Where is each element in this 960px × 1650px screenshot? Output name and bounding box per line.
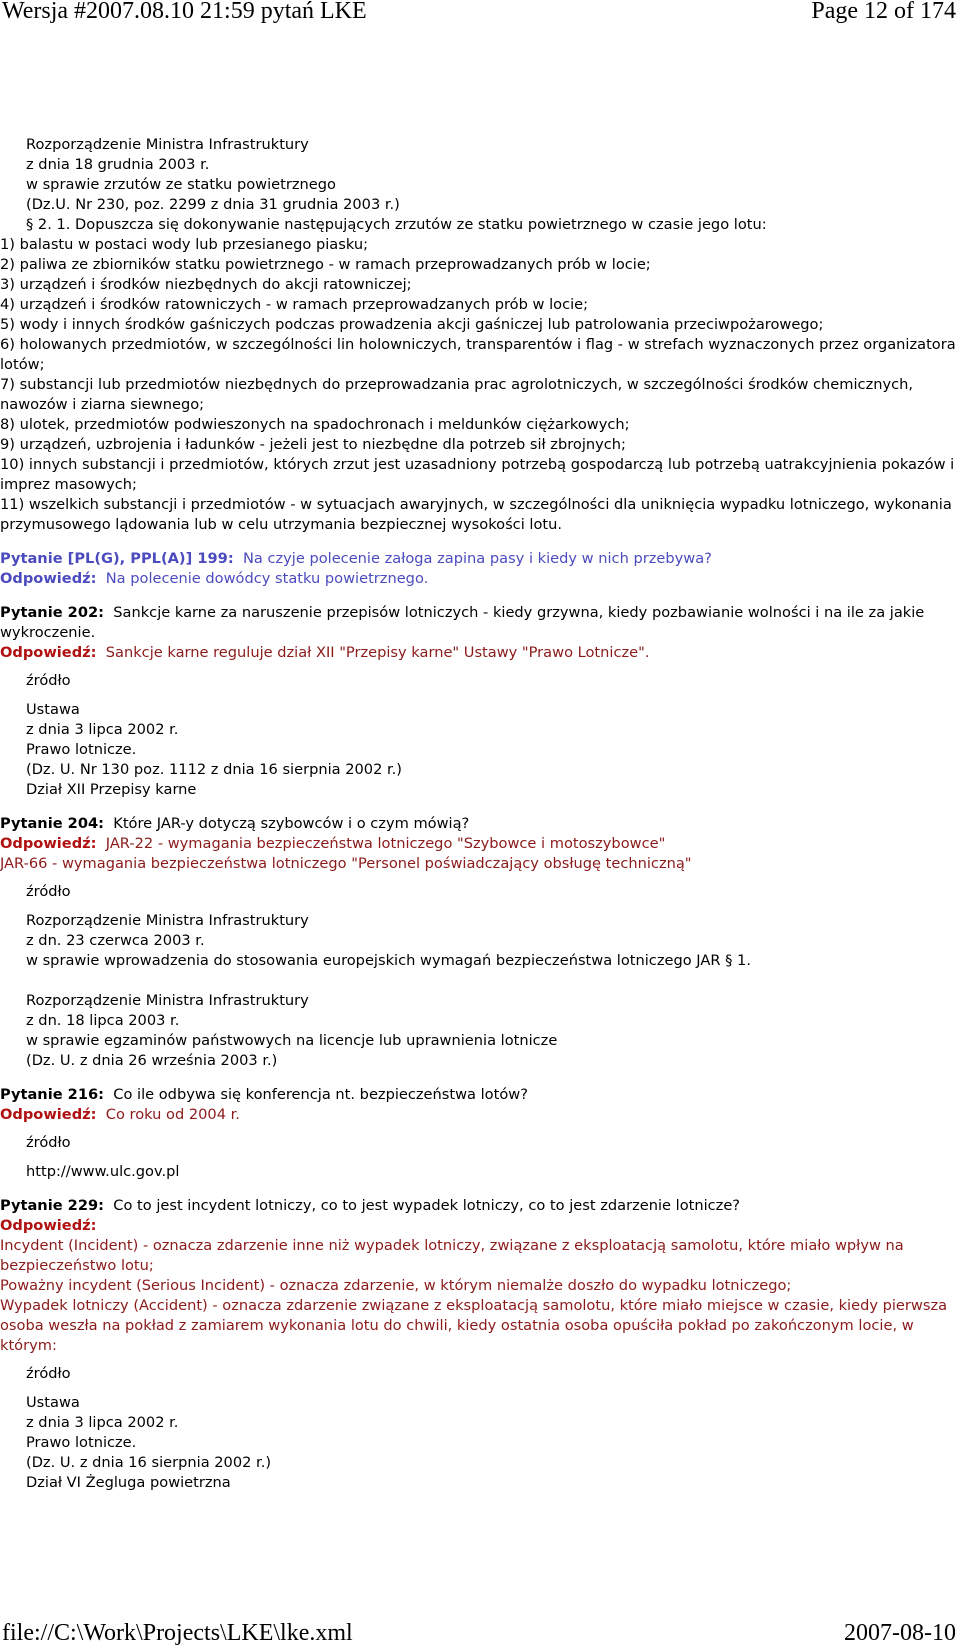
source-line: w sprawie egzaminów państwowych na licencje lub uprawnienia lotnicze [26,1032,558,1049]
source-line: w sprawie wprowadzenia do stosowania europejskich wymagań bezpieczeństwa lotniczego JAR § 1. [26,952,751,969]
intro-line: 2) paliwa ze zbiorników statku powietrznego - w ramach przeprowadzanych prób w locie; [0,256,651,273]
answer-paragraph: Wypadek lotniczy (Accident) - oznacza zdarzenie związane z eksploatacją samolotu, które miało miejsce w czasie, kiedy pierwsza osoba weszła na pokład z zamiarem wykonania lotu do chwili, kiedy ostatnia osoba opuściła pokład po zakończonym locie, w którym: [0,1297,948,1354]
source-label: źródło [26,672,71,689]
source-line: Prawo lotnicze. [26,1434,137,1451]
answer-line [0,1105,956,1125]
intro-line: 8) ulotek, przedmiotów podwieszonych na spadochronach i meldunków ciężarkowych; [0,416,630,433]
answer-line [0,834,956,854]
question-216 [0,1085,956,1182]
intro-line: Rozporządzenie Ministra Infrastruktury [26,136,309,153]
question-label: Pytanie [PL(G), PPL(A)] 199: [0,550,234,567]
page-header [0,0,960,28]
source-line: (Dz. U. z dnia 26 września 2003 r.) [26,1052,278,1069]
footer-file-path: file://C:\Work\Projects\LKE\lke.xml [2,1620,353,1646]
source-label: źródło [26,1365,71,1382]
question-text: Na czyje polecenie załoga zapina pasy i kiedy w nich przebywa? [242,550,712,567]
source-line: (Dz. U. z dnia 16 sierpnia 2002 r.) [26,1454,272,1471]
source-block [0,882,956,1071]
question-199 [0,549,956,589]
source-line: z dn. 18 lipca 2003 r. [26,1012,180,1029]
question-line [0,603,956,643]
source-line: (Dz. U. Nr 130 poz. 1112 z dnia 16 sierpnia 2002 r.) [26,761,403,778]
intro-source-block [0,135,956,215]
source-block [0,1364,956,1493]
source-line: Dział VI Żegluga powietrzna [26,1474,231,1491]
source-line: Ustawa [26,1394,80,1411]
question-line [0,1085,956,1105]
document-body [0,135,956,1493]
question-line [0,814,956,834]
intro-line: 11) wszelkich substancji i przedmiotów - w sytuacjach awaryjnych, w szczególności dla uniknięcia wypadku lotniczego, wykonania przymusowego lądowania lub w celu utrzymania bezpiecznej wysokości lotu. [0,496,952,533]
page-footer [0,1620,960,1650]
intro-line: 3) urządzeń i środków niezbędnych do akcji ratowniczej; [0,276,412,293]
question-text: Które JAR-y dotyczą szybowców i o czym mówią? [113,815,470,832]
intro-line: § 2. 1. Dopuszcza się dokonywanie następujących zrzutów ze statku powietrznego w czasie jego lotu: [26,216,767,233]
source-label: źródło [26,883,71,900]
source-link[interactable]: http://www.ulc.gov.pl [26,1163,180,1180]
source-line: Prawo lotnicze. [26,741,137,758]
footer-date: 2007-08-10 [844,1620,956,1646]
intro-line: w sprawie zrzutów ze statku powietrznego [26,176,336,193]
question-label: Pytanie 202: [0,604,104,621]
question-label: Pytanie 229: [0,1197,104,1214]
question-text: Co ile odbywa się konferencja nt. bezpieczeństwa lotów? [113,1086,528,1103]
answer-paragraph: Incydent (Incident) - oznacza zdarzenie inne niż wypadek lotniczy, związane z eksploatacją samolotu, które miało wpływ na bezpieczeństwo lotu; [0,1237,904,1274]
question-label: Pytanie 216: [0,1086,104,1103]
answer-label: Odpowiedź: [0,1217,97,1234]
source-line: Rozporządzenie Ministra Infrastruktury [26,992,309,1009]
intro-line: 7) substancji lub przedmiotów niezbędnych do przeprowadzania prac agrolotniczych, w szczególności środków chemicznych, nawozów i ziarna siewnego; [0,376,914,413]
answer-text: Co roku od 2004 r. [105,1106,240,1123]
intro-line: 6) holowanych przedmiotów, w szczególności lin holowniczych, transparentów i flag - w strefach wyznaczonych przez organizatora lotów; [0,336,956,373]
intro-line: 10) innych substancji i przedmiotów, których zrzut jest uzasadniony potrzebą gospodarczą lub potrzebą uatrakcyjnienia pokazów i imprez masowych; [0,456,955,493]
answer-text-line-2: JAR-66 - wymagania bezpieczeństwa lotniczego "Personel poświadczający obsługę techniczną" [0,855,692,872]
answer-line [0,643,956,663]
source-line: z dnia 3 lipca 2002 r. [26,721,179,738]
header-version: Wersja #2007.08.10 21:59 pytań LKE [2,0,367,24]
source-line: Rozporządzenie Ministra Infrastruktury [26,912,309,929]
source-line: Dział XII Przepisy karne [26,781,197,798]
answer-label: Odpowiedź: [0,570,97,587]
source-line: z dn. 23 czerwca 2003 r. [26,932,205,949]
question-229 [0,1196,956,1493]
answer-paragraph: Poważny incydent (Serious Incident) - oznacza zdarzenie, w którym niemalże doszło do wypadku lotniczego; [0,1277,792,1294]
question-202 [0,603,956,800]
question-line [0,549,956,569]
answer-text: Na polecenie dowódcy statku powietrznego. [105,570,429,587]
header-page-number: Page 12 of 174 [811,0,956,24]
answer-text: JAR-22 - wymagania bezpieczeństwa lotniczego "Szybowce i motoszybowce" [105,835,666,852]
source-block [0,671,956,800]
intro-line: 9) urządzeń, uzbrojenia i ładunków - jeżeli jest to niezbędne dla potrzeb sił zbrojnych; [0,436,626,453]
question-label: Pytanie 204: [0,815,104,832]
question-text: Sankcje karne za naruszenie przepisów lotniczych - kiedy grzywna, kiedy pozbawianie wolności i na ile za jakie wykroczenie. [0,604,925,641]
answer-label: Odpowiedź: [0,644,97,661]
intro-line: 4) urządzeń i środków ratowniczych - w ramach przeprowadzanych prób w locie; [0,296,589,313]
answer-label: Odpowiedź: [0,835,97,852]
question-204 [0,814,956,1071]
source-block [0,1133,956,1182]
answer-line [0,569,956,589]
source-line: z dnia 3 lipca 2002 r. [26,1414,179,1431]
intro-line: z dnia 18 grudnia 2003 r. [26,156,210,173]
answer-text: Sankcje karne reguluje dział XII "Przepisy karne" Ustawy "Prawo Lotnicze". [105,644,650,661]
answer-label: Odpowiedź: [0,1106,97,1123]
intro-line: 5) wody i innych środków gaśniczych podczas prowadzenia akcji gaśniczej lub patrolowania przeciwpożarowego; [0,316,824,333]
intro-line: 1) balastu w postaci wody lub przesianego piasku; [0,236,368,253]
intro-regulation-text [0,215,956,535]
question-text: Co to jest incydent lotniczy, co to jest wypadek lotniczy, co to jest zdarzenie lotnicze? [113,1197,741,1214]
source-line: Ustawa [26,701,80,718]
source-label: źródło [26,1134,71,1151]
question-line [0,1196,956,1216]
intro-line: (Dz.U. Nr 230, poz. 2299 z dnia 31 grudnia 2003 r.) [26,196,400,213]
